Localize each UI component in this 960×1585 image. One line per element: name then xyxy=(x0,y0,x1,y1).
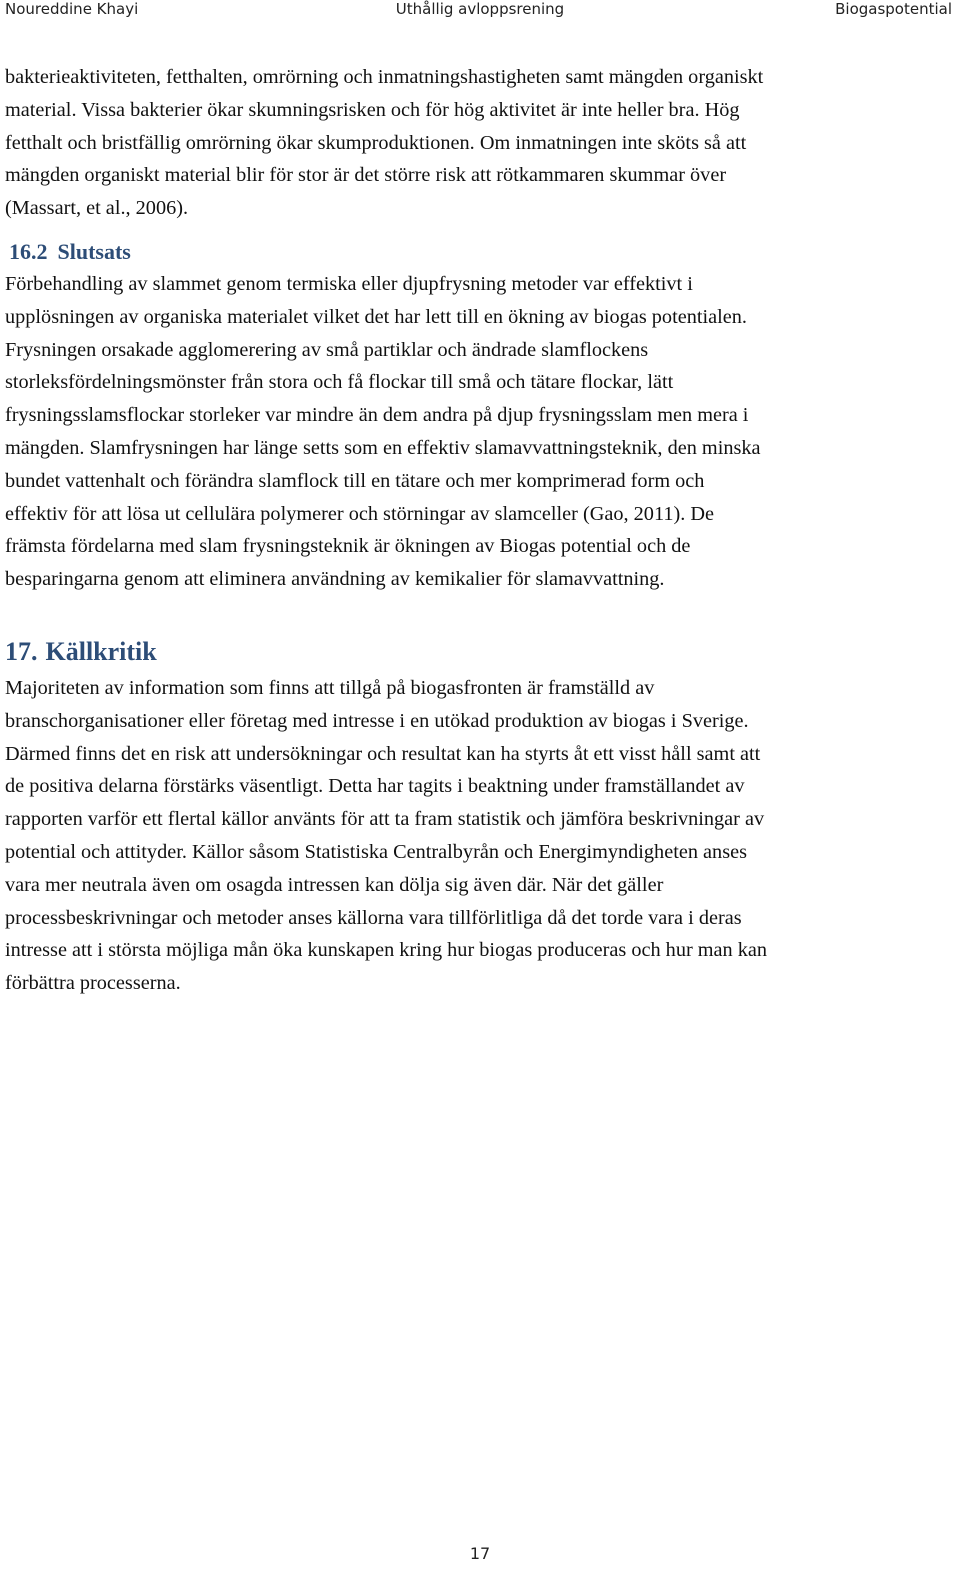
page-body xyxy=(5,61,950,1000)
header-document-title: Uthållig avloppsrening xyxy=(395,0,565,18)
section-16-2-paragraph: Förbehandling av slammet genom termiska eller djupfrysning metoder var effektivt i upplösningen av organiska materialet vilket det har lett till en ökning av biogas potentialen. Frysningen orsakade agglomerering av små partiklar och ändrade slamflockens storleksfördelningsmönster från stora och få flockar till små och tätare flockar, lätt frysningsslamsflockar storleker var mindre än dem andra på djup frysningsslam men mera i mängden. Slamfrysningen har länge setts som en effektiv slamavvattningsteknik, den minska bundet vattenhalt och förändra slamflock till en tätare och mer komprimerad form och effektiv för att lösa ut cellulära polymerer och störningar av slamceller (Gao, 2011). De främsta fördelarna med slam frysningsteknik är ökningen av Biogas potential och de besparingarna genom att eliminera användning av kemikalier för slamavvattning. xyxy=(5,272,761,591)
section-17-number: 17. xyxy=(5,636,38,666)
intro-paragraph: bakterieaktiviteten, fetthalten, omrörning och inmatningshastigheten samt mängden organiskt material. Vissa bakterier ökar skumningsrisken och för hög aktivitet är inte heller bra. Hög fetthalt och bristfällig omrörning ökar skumproduktionen. Om inmatningen inte sköts så att mängden organiskt material blir för stor är det större risk att rötkammaren skummar över (Massart, et al., 2006). xyxy=(5,66,764,220)
page-number: 17 xyxy=(469,1544,491,1563)
header-chapter: Biogaspotential xyxy=(835,0,952,18)
section-16-2-heading xyxy=(5,236,950,268)
running-header xyxy=(0,0,960,24)
section-16-2-number: 16.2 xyxy=(9,238,48,264)
section-17-title: Källkritik xyxy=(45,636,157,666)
header-author: Noureddine Khayi xyxy=(5,0,139,18)
section-16-2-title: Slutsats xyxy=(57,238,131,264)
section-17-heading xyxy=(5,632,950,672)
section-17-paragraph: Majoriteten av information som finns att tillgå på biogasfronten är framställd av branschorganisationer eller företag med intresse i en utökad produktion av biogas i Sverige. Därmed finns det en risk att undersökningar och resultat kan ha styrts åt ett visst håll samt att de positiva delarna förstärks väsentligt. Detta har tagits i beaktning under framställandet av rapporten varför ett flertal källor använts för att ta fram statistik och jämföra beskrivningar av potential och attityder. Källor såsom Statistiska Centralbyrån och Energimyndigheten anses vara mer neutrala även om osagda intressen kan dölja sig även där. När det gäller processbeskrivningar och metoder anses källorna vara tillförlitliga då det torde vara i deras intresse att i största möjliga mån öka kunskapen kring hur biogas produceras och hur man kan förbättra processerna. xyxy=(5,676,768,995)
